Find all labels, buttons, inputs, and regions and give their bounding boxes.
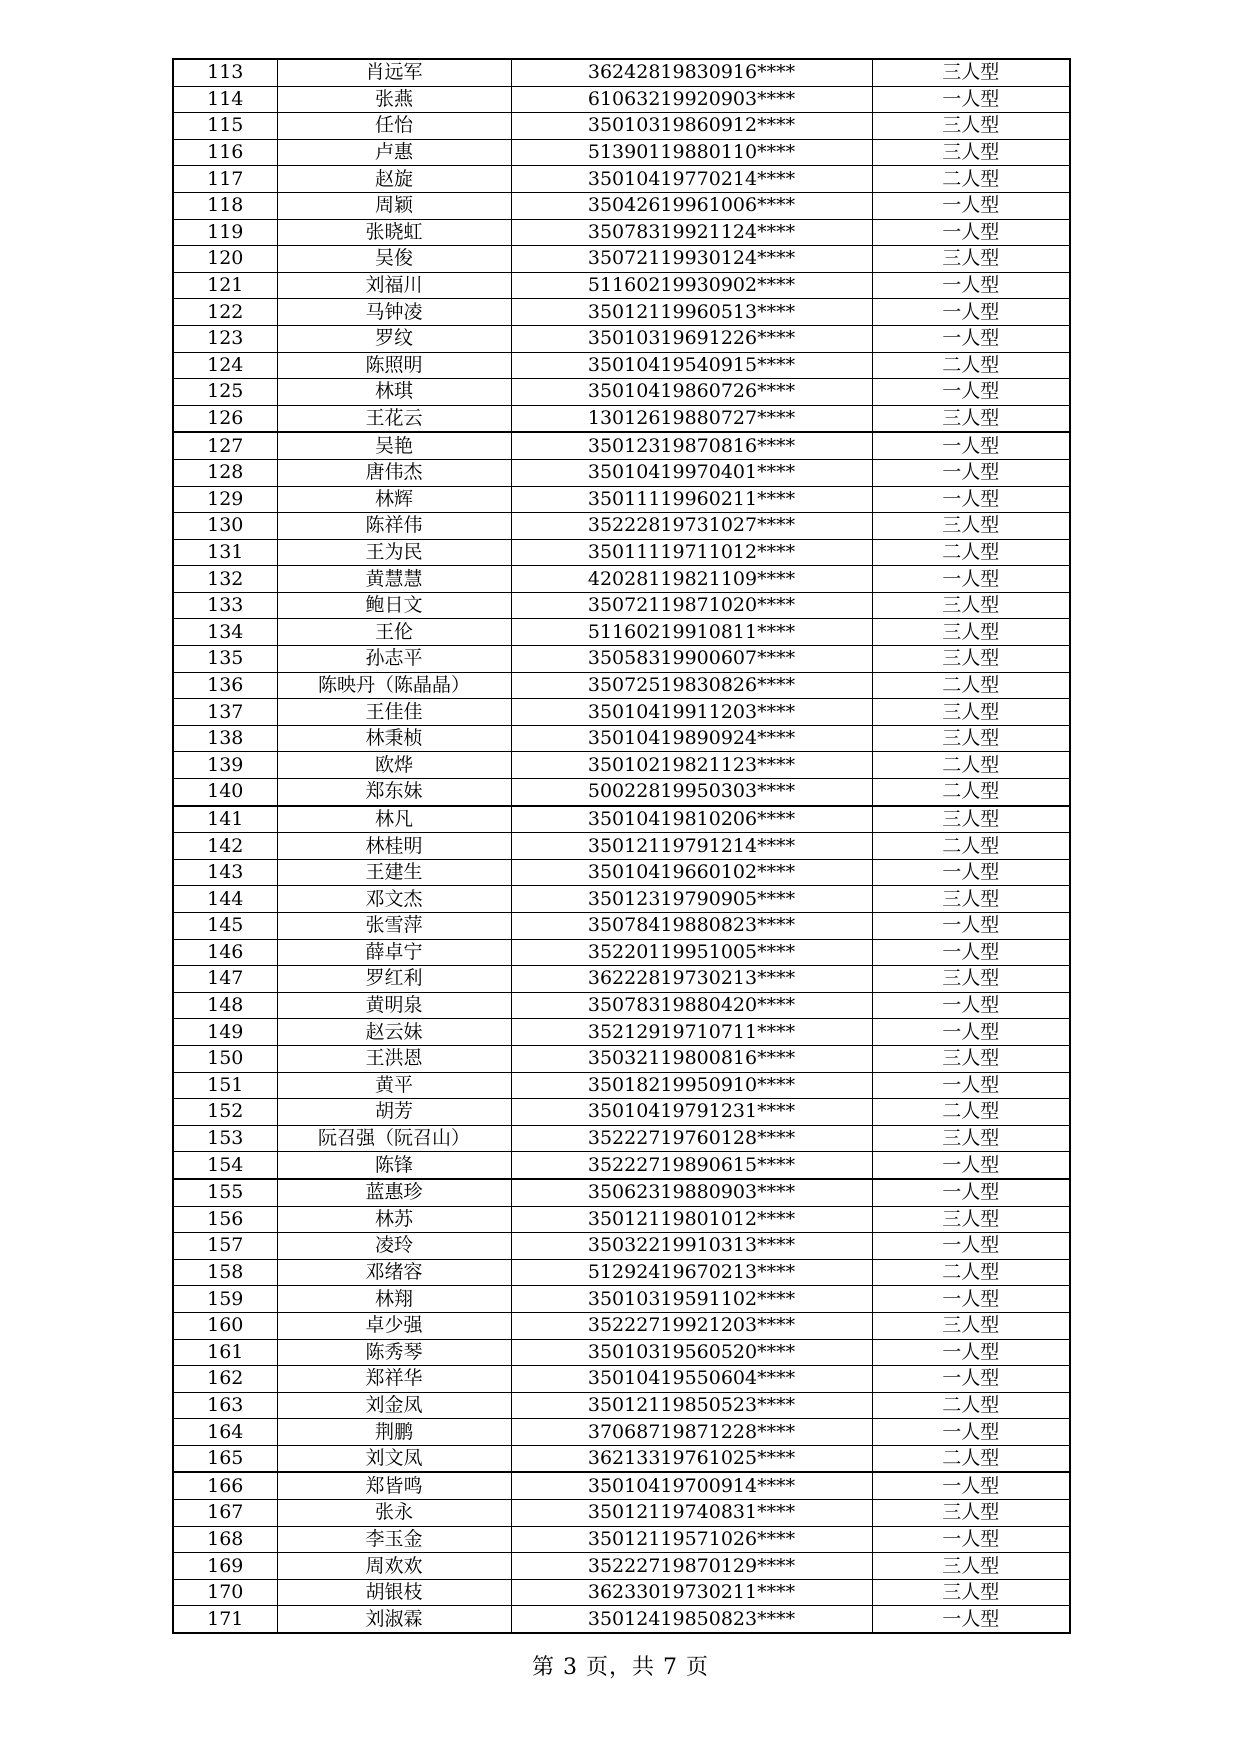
- applicant-name-cell: 王建生: [277, 859, 511, 886]
- applicant-name-cell: 林秉桢: [277, 725, 511, 752]
- id-number-cell: 35222819731027****: [511, 513, 872, 540]
- applicant-name-cell: 郑祥华: [277, 1366, 511, 1393]
- table-row: [173, 219, 1070, 246]
- applicant-name-cell: 林翔: [277, 1286, 511, 1313]
- id-number-cell: 36233019730211****: [511, 1579, 872, 1606]
- id-number-cell: 35058319900607****: [511, 646, 872, 673]
- table-row: [173, 1179, 1070, 1206]
- row-number-cell: 125: [173, 379, 277, 406]
- table-row: [173, 405, 1070, 432]
- id-number-cell: 35012319790905****: [511, 886, 872, 913]
- id-number-cell: 35010419810206****: [511, 806, 872, 833]
- row-number-cell: 162: [173, 1366, 277, 1393]
- table-row: [173, 592, 1070, 619]
- id-number-cell: 35012119740831****: [511, 1500, 872, 1527]
- applicant-name-cell: 卓少强: [277, 1312, 511, 1339]
- table-row: [173, 246, 1070, 273]
- id-number-cell: 35222719921203****: [511, 1312, 872, 1339]
- row-number-cell: 120: [173, 246, 277, 273]
- id-number-cell: 36222819730213****: [511, 966, 872, 993]
- id-number-cell: 35012419850823****: [511, 1606, 872, 1633]
- row-number-cell: 140: [173, 779, 277, 806]
- household-type-cell: 一人型: [872, 939, 1070, 966]
- household-type-cell: 一人型: [872, 1339, 1070, 1366]
- household-type-cell: 一人型: [872, 992, 1070, 1019]
- row-number-cell: 165: [173, 1445, 277, 1472]
- id-number-cell: 35010419970401****: [511, 459, 872, 486]
- applicant-name-cell: 黄慧慧: [277, 566, 511, 593]
- applicant-name-cell: 凌玲: [277, 1233, 511, 1260]
- household-type-cell: 一人型: [872, 1179, 1070, 1206]
- row-number-cell: 168: [173, 1526, 277, 1553]
- id-number-cell: 35042619961006****: [511, 192, 872, 219]
- applicant-name-cell: 胡芳: [277, 1099, 511, 1126]
- table-row: [173, 752, 1070, 779]
- applicant-name-cell: 林桂明: [277, 833, 511, 860]
- row-number-cell: 143: [173, 859, 277, 886]
- household-type-cell: 一人型: [872, 272, 1070, 299]
- applicant-name-cell: 王花云: [277, 405, 511, 432]
- applicant-name-cell: 李玉金: [277, 1526, 511, 1553]
- household-type-cell: 三人型: [872, 1206, 1070, 1233]
- id-number-cell: 35222719760128****: [511, 1125, 872, 1152]
- household-type-cell: 一人型: [872, 1286, 1070, 1313]
- household-type-cell: 一人型: [872, 913, 1070, 940]
- table-row: [173, 725, 1070, 752]
- household-type-cell: 一人型: [872, 1152, 1070, 1179]
- applicant-name-cell: 卢惠: [277, 139, 511, 166]
- id-number-cell: 35212919710711****: [511, 1019, 872, 1046]
- table-row: [173, 113, 1070, 140]
- row-number-cell: 134: [173, 619, 277, 646]
- id-number-cell: 50022819950303****: [511, 779, 872, 806]
- household-type-cell: 三人型: [872, 646, 1070, 673]
- applicant-name-cell: 刘金凤: [277, 1392, 511, 1419]
- table-row: [173, 459, 1070, 486]
- id-number-cell: 35222719890615****: [511, 1152, 872, 1179]
- household-type-cell: 一人型: [872, 1019, 1070, 1046]
- household-type-cell: 三人型: [872, 59, 1070, 86]
- table-row: [173, 859, 1070, 886]
- row-number-cell: 157: [173, 1233, 277, 1260]
- row-number-cell: 149: [173, 1019, 277, 1046]
- row-number-cell: 127: [173, 432, 277, 459]
- applicant-name-cell: 鲍日文: [277, 592, 511, 619]
- applicant-name-cell: 王洪恩: [277, 1045, 511, 1072]
- row-number-cell: 161: [173, 1339, 277, 1366]
- row-number-cell: 124: [173, 352, 277, 379]
- table-row: [173, 272, 1070, 299]
- table-row: [173, 325, 1070, 352]
- row-number-cell: 135: [173, 646, 277, 673]
- applicant-name-cell: 阮召强（阮召山）: [277, 1125, 511, 1152]
- household-type-cell: 三人型: [872, 725, 1070, 752]
- table-row: [173, 699, 1070, 726]
- household-type-cell: 一人型: [872, 325, 1070, 352]
- id-number-cell: 51160219910811****: [511, 619, 872, 646]
- id-number-cell: 36242819830916****: [511, 59, 872, 86]
- applicant-name-cell: 张晓虹: [277, 219, 511, 246]
- page-footer: 第 3 页，共 7 页: [532, 1655, 709, 1680]
- row-number-cell: 152: [173, 1099, 277, 1126]
- applicant-name-cell: 林凡: [277, 806, 511, 833]
- applicant-name-cell: 郑东妹: [277, 779, 511, 806]
- id-number-cell: 35010419550604****: [511, 1366, 872, 1393]
- applicant-name-cell: 黄平: [277, 1072, 511, 1099]
- household-type-cell: 一人型: [872, 459, 1070, 486]
- table-row: [173, 619, 1070, 646]
- table-body: [173, 59, 1070, 1633]
- applicant-name-cell: 罗纹: [277, 325, 511, 352]
- id-number-cell: 35222719870129****: [511, 1553, 872, 1580]
- household-type-cell: 一人型: [872, 86, 1070, 113]
- household-type-cell: 一人型: [872, 1606, 1070, 1633]
- id-number-cell: 37068719871228****: [511, 1419, 872, 1446]
- row-number-cell: 145: [173, 913, 277, 940]
- row-number-cell: 171: [173, 1606, 277, 1633]
- table-row: [173, 486, 1070, 513]
- row-number-cell: 154: [173, 1152, 277, 1179]
- household-type-cell: 二人型: [872, 833, 1070, 860]
- row-number-cell: 166: [173, 1472, 277, 1499]
- row-number-cell: 126: [173, 405, 277, 432]
- table-row: [173, 432, 1070, 459]
- id-number-cell: 51160219930902****: [511, 272, 872, 299]
- row-number-cell: 136: [173, 672, 277, 699]
- id-number-cell: 35032219910313****: [511, 1233, 872, 1260]
- id-number-cell: 35072119871020****: [511, 592, 872, 619]
- applicant-name-cell: 陈锋: [277, 1152, 511, 1179]
- applicant-name-cell: 任怡: [277, 113, 511, 140]
- table-row: [173, 1286, 1070, 1313]
- id-number-cell: 35012319870816****: [511, 432, 872, 459]
- row-number-cell: 164: [173, 1419, 277, 1446]
- id-number-cell: 35010419770214****: [511, 166, 872, 193]
- id-number-cell: 35010419890924****: [511, 725, 872, 752]
- row-number-cell: 130: [173, 513, 277, 540]
- household-type-cell: 一人型: [872, 192, 1070, 219]
- applicant-name-cell: 张永: [277, 1500, 511, 1527]
- table-row: [173, 672, 1070, 699]
- row-number-cell: 167: [173, 1500, 277, 1527]
- applicant-name-cell: 马钟凌: [277, 299, 511, 326]
- table-row: [173, 1099, 1070, 1126]
- applicant-name-cell: 林辉: [277, 486, 511, 513]
- row-number-cell: 122: [173, 299, 277, 326]
- table-row: [173, 192, 1070, 219]
- table-row: [173, 1445, 1070, 1472]
- household-type-cell: 一人型: [872, 299, 1070, 326]
- row-number-cell: 148: [173, 992, 277, 1019]
- household-type-cell: 二人型: [872, 1392, 1070, 1419]
- applicant-name-cell: 孙志平: [277, 646, 511, 673]
- applicant-name-cell: 林苏: [277, 1206, 511, 1233]
- table-row: [173, 1233, 1070, 1260]
- applicant-name-cell: 王佳佳: [277, 699, 511, 726]
- household-type-cell: 三人型: [872, 113, 1070, 140]
- row-number-cell: 129: [173, 486, 277, 513]
- row-number-cell: 139: [173, 752, 277, 779]
- household-type-cell: 一人型: [872, 859, 1070, 886]
- table-row: [173, 1045, 1070, 1072]
- row-number-cell: 118: [173, 192, 277, 219]
- household-type-cell: 二人型: [872, 672, 1070, 699]
- applicant-name-cell: 唐伟杰: [277, 459, 511, 486]
- table-row: [173, 1392, 1070, 1419]
- id-number-cell: 35078319880420****: [511, 992, 872, 1019]
- table-row: [173, 539, 1070, 566]
- row-number-cell: 163: [173, 1392, 277, 1419]
- row-number-cell: 119: [173, 219, 277, 246]
- household-type-cell: 三人型: [872, 1312, 1070, 1339]
- table-row: [173, 59, 1070, 86]
- table-row: [173, 992, 1070, 1019]
- id-number-cell: 35010419700914****: [511, 1472, 872, 1499]
- id-number-cell: 35072519830826****: [511, 672, 872, 699]
- id-number-cell: 35010419660102****: [511, 859, 872, 886]
- applicant-name-cell: 黄明泉: [277, 992, 511, 1019]
- applicant-name-cell: 刘淑霖: [277, 1606, 511, 1633]
- applicant-name-cell: 罗红利: [277, 966, 511, 993]
- applicant-name-cell: 赵云妹: [277, 1019, 511, 1046]
- table-row: [173, 1606, 1070, 1633]
- table-row: [173, 1206, 1070, 1233]
- household-type-cell: 一人型: [872, 566, 1070, 593]
- id-number-cell: 35010219821123****: [511, 752, 872, 779]
- applicant-name-cell: 邓文杰: [277, 886, 511, 913]
- table-row: [173, 139, 1070, 166]
- row-number-cell: 170: [173, 1579, 277, 1606]
- household-type-cell: 三人型: [872, 513, 1070, 540]
- applicant-name-cell: 蓝惠珍: [277, 1179, 511, 1206]
- household-type-cell: 二人型: [872, 1099, 1070, 1126]
- household-type-cell: 一人型: [872, 379, 1070, 406]
- table-row: [173, 1152, 1070, 1179]
- row-number-cell: 146: [173, 939, 277, 966]
- row-number-cell: 150: [173, 1045, 277, 1072]
- table-row: [173, 1579, 1070, 1606]
- applicant-name-cell: 胡银枝: [277, 1579, 511, 1606]
- table-row: [173, 513, 1070, 540]
- applicant-table: [172, 58, 1071, 1634]
- table-row: [173, 1366, 1070, 1393]
- table-row: [173, 1339, 1070, 1366]
- id-number-cell: 35078419880823****: [511, 913, 872, 940]
- household-type-cell: 二人型: [872, 779, 1070, 806]
- applicant-name-cell: 邓绪容: [277, 1259, 511, 1286]
- household-type-cell: 二人型: [872, 1259, 1070, 1286]
- applicant-name-cell: 陈映丹（陈晶晶）: [277, 672, 511, 699]
- household-type-cell: 一人型: [872, 1419, 1070, 1446]
- household-type-cell: 一人型: [872, 219, 1070, 246]
- household-type-cell: 三人型: [872, 619, 1070, 646]
- table-row: [173, 779, 1070, 806]
- household-type-cell: 一人型: [872, 1233, 1070, 1260]
- applicant-name-cell: 欧烨: [277, 752, 511, 779]
- id-number-cell: 36213319761025****: [511, 1445, 872, 1472]
- table-row: [173, 1019, 1070, 1046]
- applicant-name-cell: 薛卓宁: [277, 939, 511, 966]
- table-row: [173, 646, 1070, 673]
- household-type-cell: 二人型: [872, 166, 1070, 193]
- table-row: [173, 806, 1070, 833]
- table-row: [173, 966, 1070, 993]
- household-type-cell: 三人型: [872, 592, 1070, 619]
- household-type-cell: 二人型: [872, 539, 1070, 566]
- household-type-cell: 三人型: [872, 966, 1070, 993]
- applicant-name-cell: 周颖: [277, 192, 511, 219]
- household-type-cell: 三人型: [872, 246, 1070, 273]
- table-row: [173, 1553, 1070, 1580]
- applicant-name-cell: 陈照明: [277, 352, 511, 379]
- applicant-name-cell: 吴俊: [277, 246, 511, 273]
- row-number-cell: 142: [173, 833, 277, 860]
- id-number-cell: 35010419911203****: [511, 699, 872, 726]
- row-number-cell: 131: [173, 539, 277, 566]
- id-number-cell: 35010319860912****: [511, 113, 872, 140]
- id-number-cell: 35018219950910****: [511, 1072, 872, 1099]
- table-row: [173, 166, 1070, 193]
- row-number-cell: 151: [173, 1072, 277, 1099]
- table-row: [173, 379, 1070, 406]
- applicant-name-cell: 王为民: [277, 539, 511, 566]
- id-number-cell: 35010419791231****: [511, 1099, 872, 1126]
- row-number-cell: 137: [173, 699, 277, 726]
- household-type-cell: 三人型: [872, 886, 1070, 913]
- row-number-cell: 123: [173, 325, 277, 352]
- applicant-name-cell: 林琪: [277, 379, 511, 406]
- row-number-cell: 144: [173, 886, 277, 913]
- household-type-cell: 三人型: [872, 1500, 1070, 1527]
- household-type-cell: 二人型: [872, 1445, 1070, 1472]
- id-number-cell: 51390119880110****: [511, 139, 872, 166]
- row-number-cell: 113: [173, 59, 277, 86]
- id-number-cell: 35011119960211****: [511, 486, 872, 513]
- row-number-cell: 159: [173, 1286, 277, 1313]
- household-type-cell: 一人型: [872, 1472, 1070, 1499]
- household-type-cell: 一人型: [872, 432, 1070, 459]
- applicant-name-cell: 陈秀琴: [277, 1339, 511, 1366]
- row-number-cell: 114: [173, 86, 277, 113]
- household-type-cell: 一人型: [872, 1366, 1070, 1393]
- table-row: [173, 1125, 1070, 1152]
- row-number-cell: 141: [173, 806, 277, 833]
- id-number-cell: 35062319880903****: [511, 1179, 872, 1206]
- row-number-cell: 116: [173, 139, 277, 166]
- applicant-name-cell: 赵旋: [277, 166, 511, 193]
- id-number-cell: 35012119571026****: [511, 1526, 872, 1553]
- table-row: [173, 86, 1070, 113]
- id-number-cell: 42028119821109****: [511, 566, 872, 593]
- id-number-cell: 35012119801012****: [511, 1206, 872, 1233]
- id-number-cell: 35032119800816****: [511, 1045, 872, 1072]
- id-number-cell: 61063219920903****: [511, 86, 872, 113]
- table-row: [173, 566, 1070, 593]
- row-number-cell: 169: [173, 1553, 277, 1580]
- table-row: [173, 939, 1070, 966]
- row-number-cell: 138: [173, 725, 277, 752]
- household-type-cell: 一人型: [872, 1526, 1070, 1553]
- table-row: [173, 352, 1070, 379]
- household-type-cell: 二人型: [872, 752, 1070, 779]
- id-number-cell: 35010319591102****: [511, 1286, 872, 1313]
- id-number-cell: 35220119951005****: [511, 939, 872, 966]
- id-number-cell: 35011119711012****: [511, 539, 872, 566]
- applicant-name-cell: 王伦: [277, 619, 511, 646]
- applicant-name-cell: 刘文凤: [277, 1445, 511, 1472]
- household-type-cell: 三人型: [872, 1579, 1070, 1606]
- id-number-cell: 35078319921124****: [511, 219, 872, 246]
- household-type-cell: 二人型: [872, 352, 1070, 379]
- row-number-cell: 160: [173, 1312, 277, 1339]
- household-type-cell: 三人型: [872, 806, 1070, 833]
- household-type-cell: 三人型: [872, 405, 1070, 432]
- applicant-name-cell: 吴艳: [277, 432, 511, 459]
- table-row: [173, 1312, 1070, 1339]
- id-number-cell: 35010319560520****: [511, 1339, 872, 1366]
- applicant-name-cell: 张燕: [277, 86, 511, 113]
- table-row: [173, 1500, 1070, 1527]
- id-number-cell: 13012619880727****: [511, 405, 872, 432]
- household-type-cell: 三人型: [872, 699, 1070, 726]
- row-number-cell: 147: [173, 966, 277, 993]
- row-number-cell: 132: [173, 566, 277, 593]
- row-number-cell: 115: [173, 113, 277, 140]
- table-row: [173, 886, 1070, 913]
- id-number-cell: 35012119791214****: [511, 833, 872, 860]
- applicant-name-cell: 荆鹏: [277, 1419, 511, 1446]
- household-type-cell: 一人型: [872, 486, 1070, 513]
- table-row: [173, 833, 1070, 860]
- row-number-cell: 117: [173, 166, 277, 193]
- applicant-name-cell: 郑皆鸣: [277, 1472, 511, 1499]
- household-type-cell: 三人型: [872, 1553, 1070, 1580]
- row-number-cell: 158: [173, 1259, 277, 1286]
- id-number-cell: 35012119850523****: [511, 1392, 872, 1419]
- applicant-name-cell: 刘福川: [277, 272, 511, 299]
- id-number-cell: 35010419540915****: [511, 352, 872, 379]
- table-row: [173, 1259, 1070, 1286]
- row-number-cell: 156: [173, 1206, 277, 1233]
- household-type-cell: 三人型: [872, 1045, 1070, 1072]
- table-row: [173, 1526, 1070, 1553]
- row-number-cell: 133: [173, 592, 277, 619]
- id-number-cell: 35010419860726****: [511, 379, 872, 406]
- applicant-name-cell: 张雪萍: [277, 913, 511, 940]
- table-row: [173, 299, 1070, 326]
- id-number-cell: 35012119960513****: [511, 299, 872, 326]
- table-row: [173, 913, 1070, 940]
- household-type-cell: 三人型: [872, 139, 1070, 166]
- household-type-cell: 一人型: [872, 1072, 1070, 1099]
- applicant-name-cell: 陈祥伟: [277, 513, 511, 540]
- row-number-cell: 128: [173, 459, 277, 486]
- id-number-cell: 51292419670213****: [511, 1259, 872, 1286]
- id-number-cell: 35010319691226****: [511, 325, 872, 352]
- table-row: [173, 1472, 1070, 1499]
- id-number-cell: 35072119930124****: [511, 246, 872, 273]
- row-number-cell: 153: [173, 1125, 277, 1152]
- table-row: [173, 1419, 1070, 1446]
- row-number-cell: 155: [173, 1179, 277, 1206]
- household-type-cell: 三人型: [872, 1125, 1070, 1152]
- row-number-cell: 121: [173, 272, 277, 299]
- table-row: [173, 1072, 1070, 1099]
- applicant-name-cell: 肖远军: [277, 59, 511, 86]
- applicant-name-cell: 周欢欢: [277, 1553, 511, 1580]
